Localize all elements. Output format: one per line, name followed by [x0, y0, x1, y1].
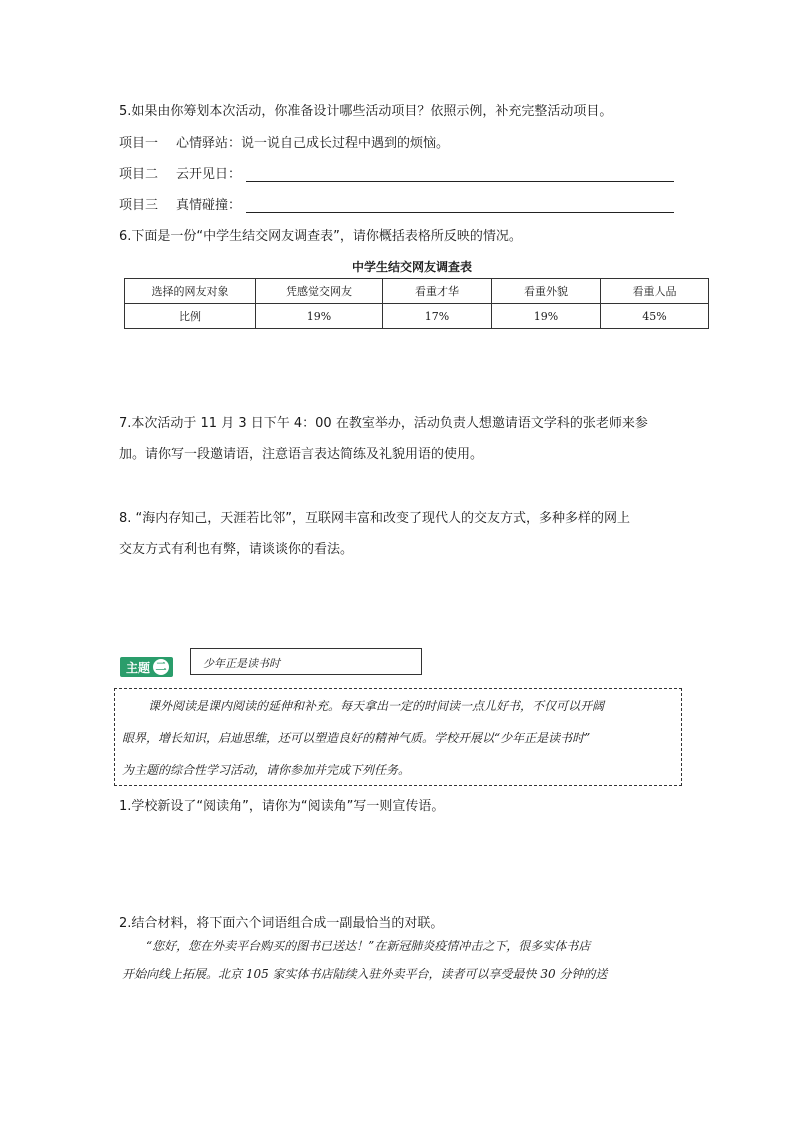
t1-prompt: 1.学校新设了“阅读角”，请你为“阅读角”写一则宣传语。: [119, 799, 445, 814]
survey-header-cell: 看重才华: [383, 279, 492, 304]
q5-item1-label: 项目一: [119, 136, 159, 151]
survey-table: [124, 278, 709, 329]
theme-badge-number: 二: [153, 659, 169, 675]
q5-item3-answer-line[interactable]: [246, 212, 674, 213]
q5-item1-text: 心情驿站：说一说自己成长过程中遇到的烦恼。: [176, 136, 450, 151]
q5-item3-label: 项目三: [119, 198, 159, 213]
survey-table-data-row: [125, 304, 709, 329]
q5-item2-answer-line[interactable]: [246, 181, 674, 182]
theme-title-box: [190, 648, 422, 675]
q6-prompt: 6.下面是一份“中学生结交网友调查表”，请你概括表格所反映的情况。: [119, 229, 522, 244]
theme-intro-line3: 为主题的综合性学习活动，请你参加并完成下列任务。: [122, 763, 411, 777]
survey-header-cell: 凭感觉交网友: [256, 279, 383, 304]
survey-table-title: 中学生结交网友调查表: [352, 260, 473, 274]
q7-line1: 7.本次活动于 11 月 3 日下午 4：00 在教室举办，活动负责人想邀请语文学科的张老师来参: [119, 416, 648, 431]
t2-prompt: 2.结合材料，将下面六个词语组合成一副最恰当的对联。: [119, 916, 444, 931]
theme-badge-label: 主题: [126, 660, 151, 675]
t2-material-line1: “您好，您在外卖平台购买的图书已送达！”在新冠肺炎疫情冲击之下，很多实体书店: [146, 939, 591, 953]
survey-table-header-row: [125, 279, 709, 304]
q7-line2: 加。请你写一段邀请语，注意语言表达简练及礼貌用语的使用。: [119, 447, 484, 462]
survey-data-cell: 17%: [383, 304, 492, 329]
theme-intro-line1: 课外阅读是课内阅读的延伸和补充。每天拿出一定的时间读一点儿好书，不仅可以开阔: [148, 699, 605, 713]
survey-data-cell: 19%: [492, 304, 601, 329]
theme-title: 少年正是读书时: [203, 657, 280, 670]
q5-prompt: 5.如果由你筹划本次活动，你准备设计哪些活动项目？依照示例，补充完整活动项目。: [119, 104, 613, 119]
survey-data-cell: 45%: [601, 304, 709, 329]
q5-item2-label: 项目二: [119, 167, 159, 182]
survey-header-cell: 选择的网友对象: [125, 279, 256, 304]
survey-data-cell: 比例: [125, 304, 256, 329]
q5-item2-text: 云开见日：: [176, 167, 242, 182]
q8-line1: 8. “海内存知己，天涯若比邻”，互联网丰富和改变了现代人的交友方式，多种多样的网上: [119, 511, 631, 526]
q8-line2: 交友方式有利也有弊，请谈谈你的看法。: [119, 542, 354, 557]
t2-material-line2: 开始向线上拓展。北京 105 家实体书店陆续入驻外卖平台，读者可以享受最快 30 分钟的送: [122, 967, 608, 981]
survey-header-cell: 看重外貌: [492, 279, 601, 304]
survey-header-cell: 看重人品: [601, 279, 709, 304]
theme-badge: [120, 657, 173, 677]
survey-data-cell: 19%: [256, 304, 383, 329]
theme-intro-line2: 眼界，增长知识，启迪思维，还可以塑造良好的精神气质。学校开展以“少年正是读书时”: [122, 731, 591, 745]
q5-item3-text: 真情碰撞：: [176, 198, 242, 213]
